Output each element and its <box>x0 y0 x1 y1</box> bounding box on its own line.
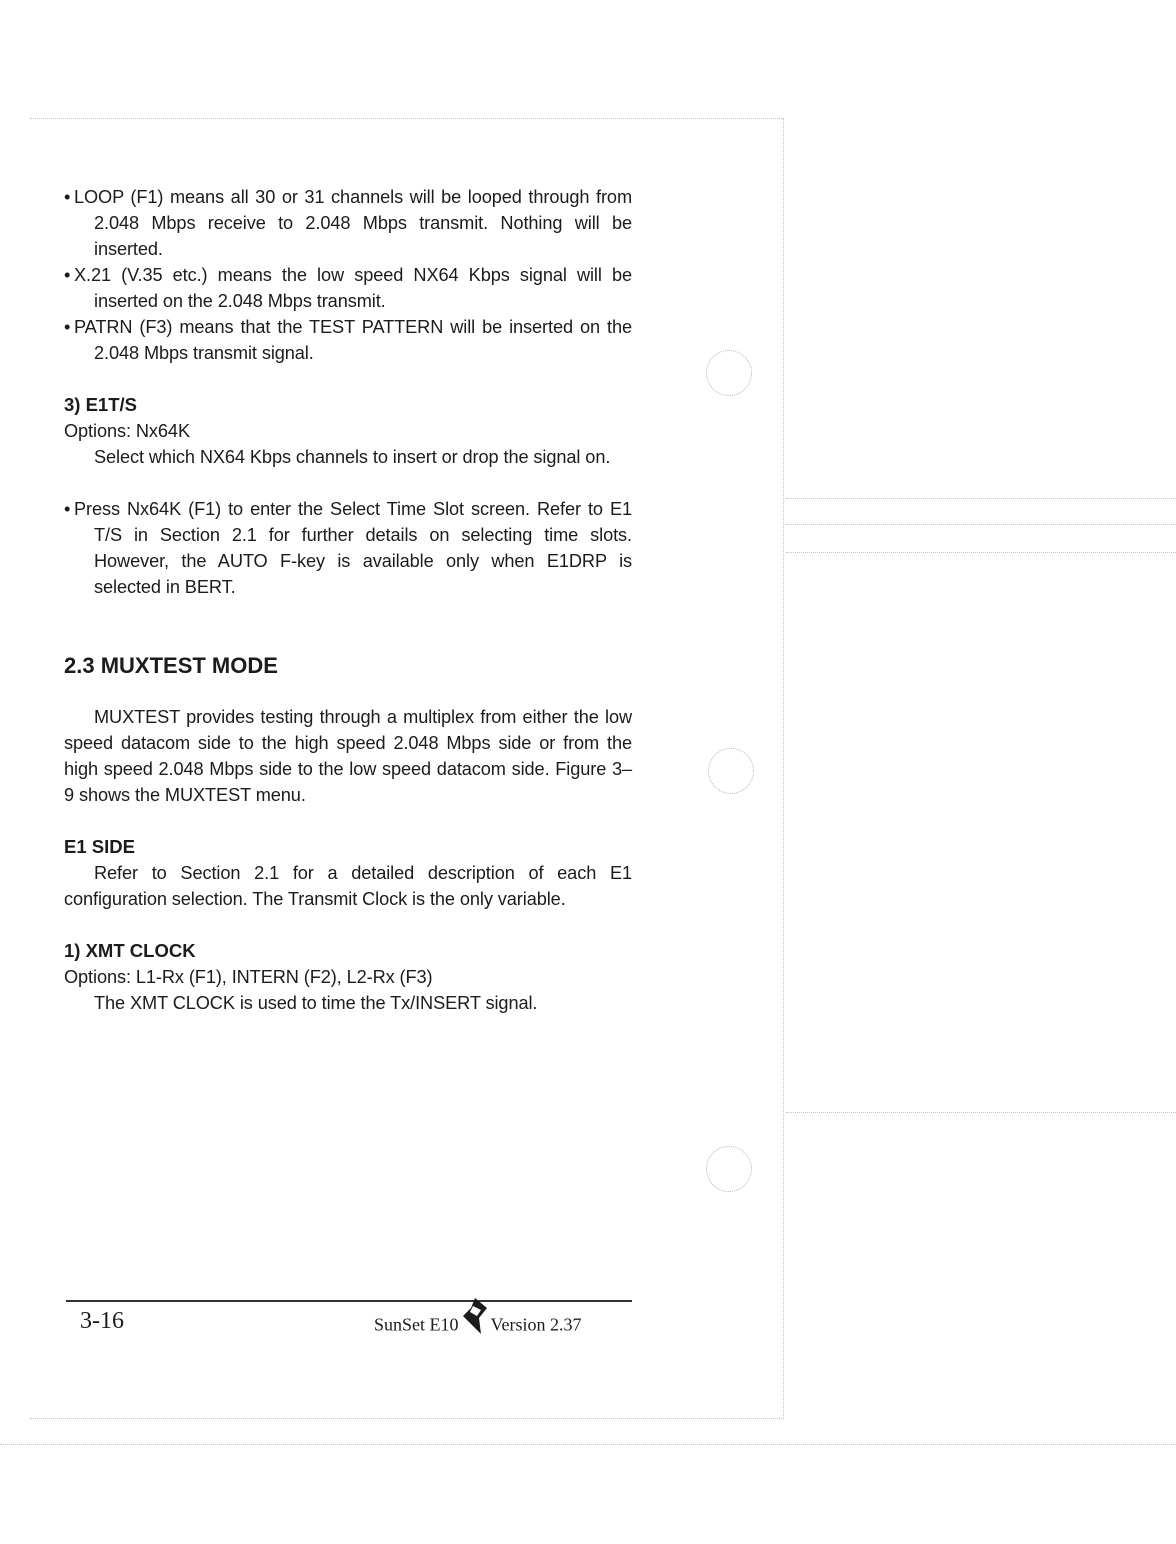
bullet-patrn: • PATRN (F3) means that the TEST PATTERN will be inserted on the 2.048 Mbps transmit signal. <box>64 317 632 363</box>
footer-rule <box>66 1300 632 1302</box>
tab-dotted-line-3 <box>786 552 1176 553</box>
bullet-loop-text: LOOP (F1) means all 30 or 31 channels will be looped through from 2.048 Mbps receive to 2.048 Mbps transmit. Nothing will be inserted. <box>74 187 632 259</box>
tab-dotted-line-4 <box>786 1112 1176 1113</box>
bullet-x21-text: X.21 (V.35 etc.) means the low speed NX64 Kbps signal will be inserted on the 2.048 Mbps transmit. <box>74 265 632 311</box>
heading-xmt-clock: 1) XMT CLOCK <box>64 940 196 961</box>
section-heading-muxtest: 2.3 MUXTEST MODE <box>64 653 278 678</box>
xmt-clock-description: The XMT CLOCK is used to time the Tx/INSERT signal. <box>94 993 538 1013</box>
e1-side-text: Refer to Section 2.1 for a detailed description of each E1 configuration selection. The Transmit Clock is the only variable. <box>64 863 632 909</box>
right-dotted-border <box>783 118 784 1420</box>
product-name: SunSet E10 <box>374 1314 459 1335</box>
binder-hole-bottom <box>706 1146 752 1192</box>
version-label: Version 2.37 <box>490 1314 582 1335</box>
bullet-nx64k: • Press Nx64K (F1) to enter the Select Time Slot screen. Refer to E1 T/S in Section 2.1 for further details on selecting time slots. However, the AUTO F-key is available only when E1DRP is selected in BERT. <box>64 499 632 597</box>
bottom-dotted-border <box>30 1418 782 1419</box>
e1ts-options: Options: Nx64K <box>64 421 190 441</box>
muxtest-intro: MUXTEST provides testing through a multiplex from either the low speed datacom side to the high speed 2.048 Mbps side or from the high speed 2.048 Mbps side to the low speed datacom side. Figure 3–9 shows the MUXTEST menu. <box>64 707 632 805</box>
bullet-patrn-text: PATRN (F3) means that the TEST PATTERN will be inserted on the 2.048 Mbps transmit signal. <box>74 317 632 363</box>
heading-e1-side: E1 SIDE <box>64 836 135 857</box>
xmt-clock-options: Options: L1-Rx (F1), INTERN (F2), L2-Rx (F3) <box>64 967 433 987</box>
bullet-nx64k-text: Press Nx64K (F1) to enter the Select Time Slot screen. Refer to E1 T/S in Section 2.1 for further details on selecting time slots. However, the AUTO F-key is available only when E1DRP is selected in BERT. <box>74 499 632 597</box>
bullet-x21: • X.21 (V.35 etc.) means the low speed NX64 Kbps signal will be inserted on the 2.048 Mbps transmit. <box>64 265 632 311</box>
heading-e1ts: 3) E1T/S <box>64 394 137 415</box>
binder-hole-top <box>706 350 752 396</box>
body-text <box>64 184 632 1016</box>
bottom-outer-dotted-border <box>0 1444 1176 1445</box>
e1ts-description: Select which NX64 Kbps channels to insert or drop the signal on. <box>94 447 611 467</box>
binder-hole-middle <box>708 748 754 794</box>
tab-dotted-line-2 <box>786 524 1176 525</box>
bullet-loop: • LOOP (F1) means all 30 or 31 channels will be looped through from 2.048 Mbps receive to 2.048 Mbps transmit. Nothing will be inserted. <box>64 187 632 259</box>
running-footer <box>374 1312 582 1341</box>
sunrise-logo-icon <box>461 1296 489 1341</box>
page-number: 3-16 <box>80 1308 124 1334</box>
tab-dotted-line-1 <box>786 498 1176 499</box>
top-dotted-border <box>30 118 782 119</box>
